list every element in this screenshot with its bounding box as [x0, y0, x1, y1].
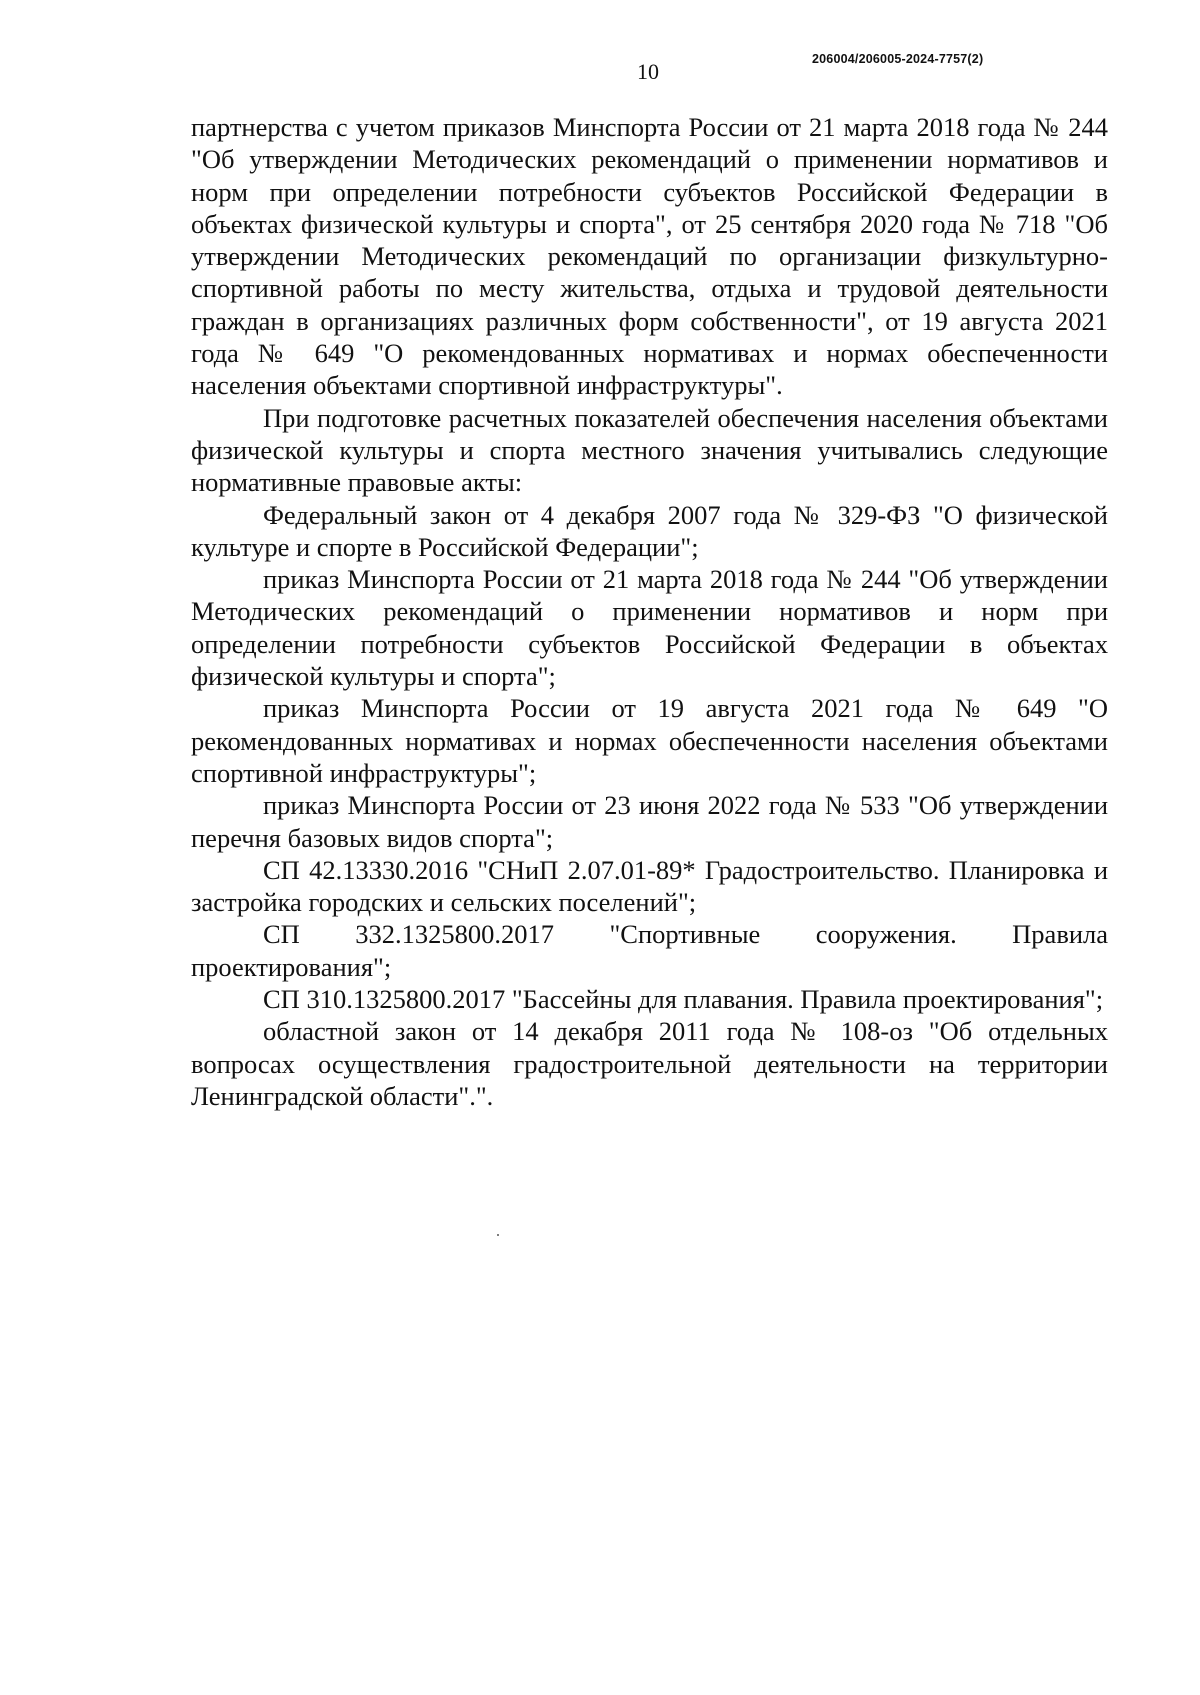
list-item-sp-332: СП 332.1325800.2017 "Спортивные сооружения. Правила проектирования"; [191, 919, 1108, 982]
page-number: 10 [637, 59, 659, 84]
list-item-order-244: приказ Минспорта России от 21 марта 2018 года № 244 "Об утверждении Методических рекомендаций о применении нормативов и норм при определении потребности субъектов Российской Федерации в объектах физической культуры и спорта"; [191, 564, 1108, 692]
document-id: 206004/206005-2024-7757(2) [812, 52, 984, 66]
list-item-federal-law: Федеральный закон от 4 декабря 2007 года № 329-ФЗ "О физической культуре и спорте в Российской Федерации"; [191, 499, 1108, 562]
document-body [191, 111, 1108, 1112]
list-item-order-533: приказ Минспорта России от 23 июня 2022 года № 533 "Об утверждении перечня базовых видов спорта"; [191, 790, 1108, 853]
list-item-sp-310: СП 310.1325800.2017 "Бассейны для плавания. Правила проектирования"; [263, 984, 1104, 1015]
paragraph-continuation: партнерства с учетом приказов Минспорта России от 21 марта 2018 года № 244 "Об утверждении Методических рекомендаций о применении нормативов и норм при определении потребности субъектов Российской Федерации в объектах физической культуры и спорта", от 25 сентября 2020 года № 718 "Об утверждении Методических рекомендаций по организации физкультурно-спортивной работы по месту жительства, отдыха и трудовой деятельности граждан в организациях различных форм собственности", от 19 августа 2021 года № 649 "О рекомендованных нормативах и нормах обеспеченности населения объектами спортивной инфраструктуры". [191, 112, 1108, 401]
scan-speck [497, 1234, 499, 1236]
list-item-order-649: приказ Минспорта России от 19 августа 2021 года № 649 "О рекомендованных нормативах и нормах обеспеченности населения объектами спортивной инфраструктуры"; [191, 693, 1108, 788]
paragraph-intro: При подготовке расчетных показателей обеспечения населения объектами физической культуры и спорта местного значения учитывались следующие нормативные правовые акты: [191, 402, 1108, 498]
list-item-regional-law: областной закон от 14 декабря 2011 года № 108-оз "Об отдельных вопросах осуществления градостроительной деятельности на территории Ленинградской области".". [191, 1016, 1108, 1111]
list-item-sp-42: СП 42.13330.2016 "СНиП 2.07.01-89* Градостроительство. Планировка и застройка городских и сельских поселений"; [191, 854, 1108, 918]
